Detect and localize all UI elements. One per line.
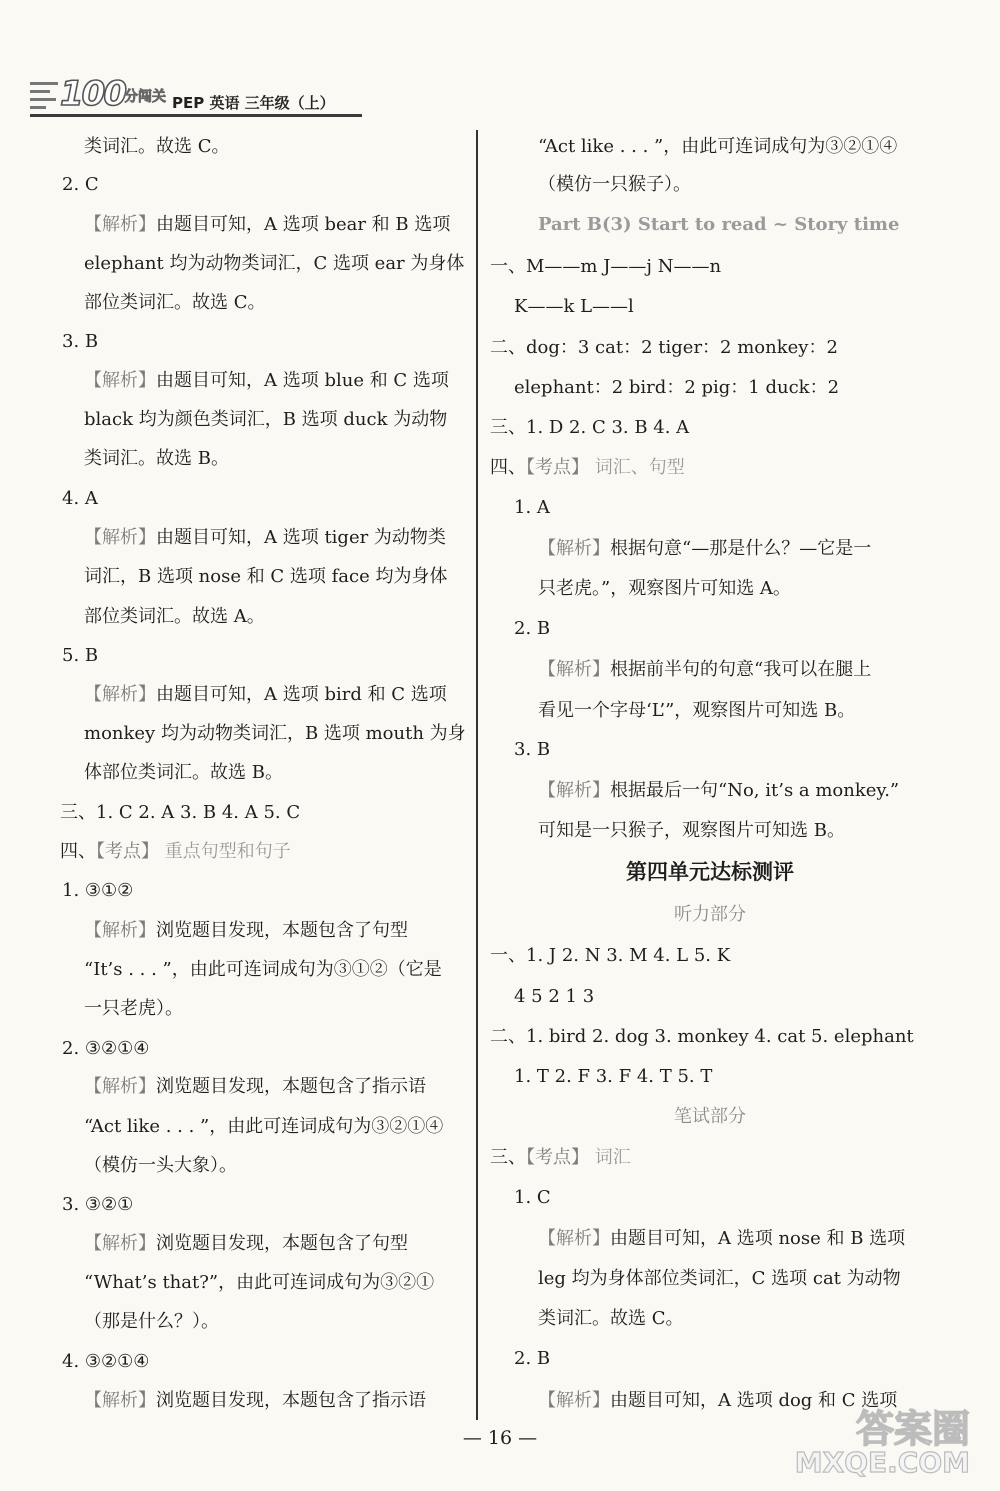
jiexi-tag: 【解析】 (84, 527, 156, 548)
jiexi-tag: 【解析】 (538, 1228, 610, 1249)
left-line (84, 213, 450, 237)
right-line (538, 779, 899, 803)
left-line: 部位类词汇。故选 C。 (84, 292, 266, 313)
left-line: 一只老虎）。 (84, 998, 183, 1019)
explanation-text: 浏览题目发现，本题包含了句型 (156, 920, 408, 941)
left-line: 类词汇。故选 C。 (84, 136, 230, 157)
column-divider (476, 130, 478, 1420)
right-line: “Act like . . . ”，由此可连词成句为③②①④ (538, 136, 898, 157)
right-line: 类词汇。故选 C。 (538, 1308, 684, 1329)
explanation-text: 由题目可知，A 选项 tiger 为动物类 (156, 527, 446, 548)
section-number: 三、 (490, 1147, 526, 1168)
watermark-url: MXQE.COM (794, 1446, 970, 1479)
right-line: 1. T 2. F 3. F 4. T 5. T (514, 1066, 713, 1087)
left-line: 2. C (62, 174, 99, 195)
left-line: monkey 均为动物类词汇，B 选项 mouth 为身 (84, 723, 466, 744)
left-line: 1. ③①② (62, 880, 134, 901)
watermark (780, 1398, 980, 1488)
right-line: 一、1. J 2. N 3. M 4. L 5. K (490, 945, 731, 966)
logo-subtitle: 分闯关 (124, 89, 166, 105)
left-line: 5. B (62, 645, 99, 666)
kaodian-tag: 【考点】 (526, 457, 589, 478)
right-line: Part B(3) Start to read ~ Story time (538, 214, 900, 235)
jiexi-tag: 【解析】 (538, 538, 610, 559)
kaodian-topic: 重点句型和句子 (159, 841, 291, 862)
kaodian-topic: 词汇 (589, 1147, 631, 1168)
explanation-text: 由题目可知，A 选项 dog 和 C 选项 (610, 1390, 898, 1411)
left-line: 类词汇。故选 B。 (84, 448, 229, 469)
explanation-text: 由题目可知，A 选项 bird 和 C 选项 (156, 684, 447, 705)
right-line: （模仿一只猴子）。 (538, 174, 691, 195)
kaodian-topic: 词汇、句型 (589, 457, 685, 478)
left-line (60, 840, 291, 864)
left-line (84, 919, 408, 943)
kaodian-tag: 【考点】 (526, 1147, 589, 1168)
left-line: “It’s . . . ”，由此可连词成句为③①②（它是 (84, 959, 442, 980)
right-line (490, 1146, 631, 1170)
right-line: 笔试部分 (674, 1106, 746, 1127)
left-line: （那是什么？）。 (84, 1311, 219, 1332)
left-line (84, 526, 446, 550)
right-line: 3. B (514, 739, 551, 760)
right-line: 三、1. D 2. C 3. B 4. A (490, 417, 690, 438)
right-line (490, 456, 685, 480)
left-line: 三、1. C 2. A 3. B 4. A 5. C (60, 802, 301, 823)
explanation-text: 由题目可知，A 选项 bear 和 B 选项 (156, 214, 451, 235)
explanation-text: 由题目可知，A 选项 blue 和 C 选项 (156, 370, 449, 391)
right-line: 看见一个字母‘L’”，观察图片可知选 B。 (538, 700, 856, 721)
page-header (30, 72, 370, 118)
explanation-text: 根据句意“—那是什么？—它是一 (610, 538, 872, 559)
jiexi-tag: 【解析】 (84, 1076, 156, 1097)
right-line: 第四单元达标测评 (626, 859, 794, 884)
jiexi-tag: 【解析】 (84, 920, 156, 941)
jiexi-tag: 【解析】 (538, 1390, 610, 1411)
right-line: leg 均为身体部位类词汇，C 选项 cat 为动物 (538, 1268, 901, 1289)
logo-speed-lines (30, 82, 58, 112)
left-line: 体部位类词汇。故选 B。 (84, 762, 283, 783)
left-line: 部位类词汇。故选 A。 (84, 606, 265, 627)
right-line (538, 1227, 905, 1251)
watermark-logo-text: 答案圈 (855, 1407, 970, 1451)
explanation-text: 由题目可知，A 选项 nose 和 B 选项 (610, 1228, 906, 1249)
right-line (538, 537, 871, 561)
right-line: K——k L——l (514, 296, 634, 317)
jiexi-tag: 【解析】 (538, 659, 610, 680)
logo-100: 100 (60, 74, 125, 114)
right-line: 听力部分 (674, 904, 746, 925)
left-line (84, 1389, 426, 1413)
left-line: “What’s that?”，由此可连词成句为③②① (84, 1272, 435, 1293)
left-line: 4. A (62, 488, 98, 509)
right-line: 1. A (514, 497, 550, 518)
explanation-text: 浏览题目发现，本题包含了指示语 (156, 1076, 426, 1097)
left-line: 3. B (62, 331, 99, 352)
header-rule (30, 114, 362, 117)
jiexi-tag: 【解析】 (84, 1390, 156, 1411)
explanation-text: 浏览题目发现，本题包含了句型 (156, 1233, 408, 1254)
jiexi-tag: 【解析】 (84, 1233, 156, 1254)
book-title: PEP 英语 三年级（上） (172, 94, 335, 112)
section-number: 四、 (60, 841, 96, 862)
left-line: 2. ③②①④ (62, 1038, 150, 1059)
left-line (84, 369, 449, 393)
right-line: 二、dog：3 cat：2 tiger：2 monkey：2 (490, 337, 838, 358)
section-number: 四、 (490, 457, 526, 478)
left-line (84, 1232, 408, 1256)
right-line: 可知是一只猴子，观察图片可知选 B。 (538, 820, 845, 841)
jiexi-tag: 【解析】 (84, 684, 156, 705)
left-line: 3. ③②① (62, 1194, 134, 1215)
jiexi-tag: 【解析】 (84, 214, 156, 235)
right-line: 4 5 2 1 3 (514, 986, 595, 1007)
explanation-text: 根据最后一句“No, it’s a monkey.” (610, 780, 900, 801)
left-line: “Act like . . . ”，由此可连词成句为③②①④ (84, 1116, 444, 1137)
right-line: 2. B (514, 618, 551, 639)
left-line (84, 683, 447, 707)
left-line: 词汇，B 选项 nose 和 C 选项 face 均为身体 (84, 566, 448, 587)
right-line: 一、M——m J——j N——n (490, 256, 722, 277)
left-line (84, 1075, 426, 1099)
left-line: 4. ③②①④ (62, 1351, 150, 1372)
explanation-text: 根据前半句的句意“我可以在腿上 (610, 659, 872, 680)
jiexi-tag: 【解析】 (538, 780, 610, 801)
right-line: 1. C (514, 1187, 551, 1208)
left-line: black 均为颜色类词汇，B 选项 duck 为动物 (84, 409, 448, 430)
right-line: elephant：2 bird：2 pig：1 duck：2 (514, 377, 840, 398)
kaodian-tag: 【考点】 (96, 841, 159, 862)
page-number: — 16 — (462, 1427, 538, 1449)
right-line: 二、1. bird 2. dog 3. monkey 4. cat 5. elephant (490, 1026, 914, 1047)
right-line (538, 658, 871, 682)
jiexi-tag: 【解析】 (84, 370, 156, 391)
right-line: 2. B (514, 1348, 551, 1369)
left-line: （模仿一头大象）。 (84, 1155, 237, 1176)
right-line: 只老虎。”，观察图片可知选 A。 (538, 578, 791, 599)
explanation-text: 浏览题目发现，本题包含了指示语 (156, 1390, 426, 1411)
left-line: elephant 均为动物类词汇，C 选项 ear 为身体 (84, 253, 465, 274)
